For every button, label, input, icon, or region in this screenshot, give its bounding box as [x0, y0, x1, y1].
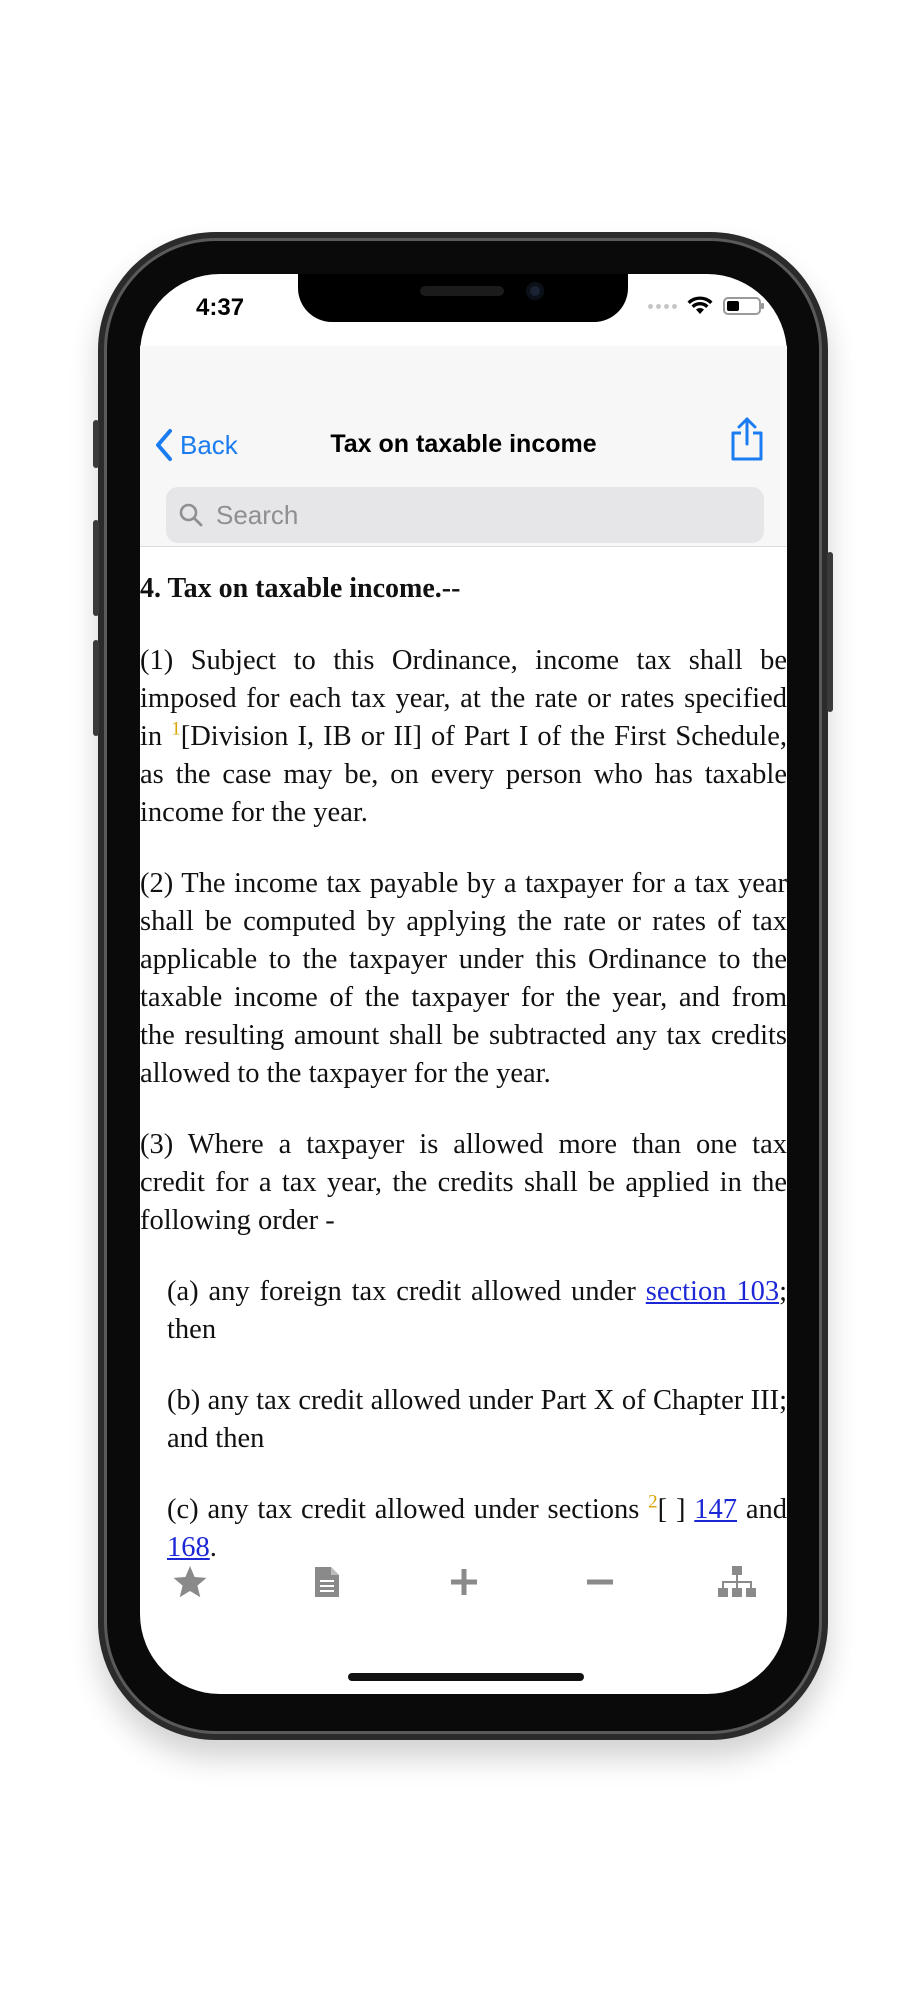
section-heading: 4. Tax on taxable income.--	[140, 573, 461, 604]
share-button[interactable]	[729, 416, 765, 467]
share-icon	[729, 416, 765, 462]
battery-icon	[723, 297, 761, 315]
paragraph-1: (1) Subject to this Ordinance, income tax shall be imposed for each tax year, at the rate or rates specified in $^1$[Division I, IB or II] of Part I of the First Schedule, as the case may be, on every person who has taxable income for the year.	[140, 645, 787, 828]
minus-icon	[585, 1567, 615, 1597]
clause-c: (c) any tax credit allowed under sections $^2$[ ] 147 and 168.	[167, 1491, 788, 1563]
status-time: 4:37	[196, 294, 245, 321]
volume-up-button	[93, 520, 99, 616]
footnote-marker[interactable]: 1	[171, 718, 181, 740]
document-content	[140, 564, 788, 1563]
phone-screen	[140, 274, 787, 1694]
section-103-link[interactable]: section 103	[645, 1276, 780, 1307]
search-icon	[178, 502, 204, 528]
star-icon	[172, 1565, 208, 1599]
search-bar[interactable]	[166, 487, 764, 543]
page-title: Tax on taxable income	[330, 430, 597, 458]
wifi-icon	[687, 296, 713, 316]
table-of-contents-button[interactable]	[717, 1562, 757, 1602]
bottom-toolbar	[140, 1562, 787, 1612]
paragraph-3: (3) Where a taxpayer is allowed more than one tax credit for a tax year, the credits shall be applied in the following order -	[140, 1129, 787, 1236]
home-indicator[interactable]	[348, 1673, 584, 1681]
plus-icon	[449, 1567, 479, 1597]
status-icons	[648, 296, 761, 316]
navigation-bar	[140, 346, 787, 547]
section-168-link[interactable]: 168	[167, 1532, 210, 1563]
document-button[interactable]	[307, 1562, 347, 1602]
paragraph-2: (2) The income tax payable by a taxpayer for a tax year shall be computed by applying the rate or rates of tax applicable to the taxpayer under this Ordinance to the taxable income of the taxpayer for the year, and from the resulting amount shall be subtracted any tax credits allowed to the taxpayer for the year.	[140, 868, 787, 1089]
clause-a: (a) any foreign tax credit allowed under section 103; then	[167, 1276, 787, 1345]
section-147-link[interactable]: 147	[694, 1494, 738, 1525]
mute-switch	[93, 420, 99, 468]
clause-b: (b) any tax credit allowed under Part X of Chapter III; and then	[167, 1385, 787, 1454]
favorite-button[interactable]	[170, 1562, 210, 1602]
footnote-marker[interactable]: 2	[648, 1491, 658, 1513]
power-button	[827, 552, 833, 712]
zoom-out-button[interactable]	[580, 1562, 620, 1602]
hierarchy-icon	[717, 1565, 757, 1599]
notch	[298, 274, 628, 322]
signal-icon	[648, 304, 677, 309]
search-input[interactable]	[214, 499, 738, 532]
document-icon	[313, 1565, 341, 1599]
volume-down-button	[93, 640, 99, 736]
zoom-in-button[interactable]	[444, 1562, 484, 1602]
back-label: Back	[180, 429, 238, 460]
